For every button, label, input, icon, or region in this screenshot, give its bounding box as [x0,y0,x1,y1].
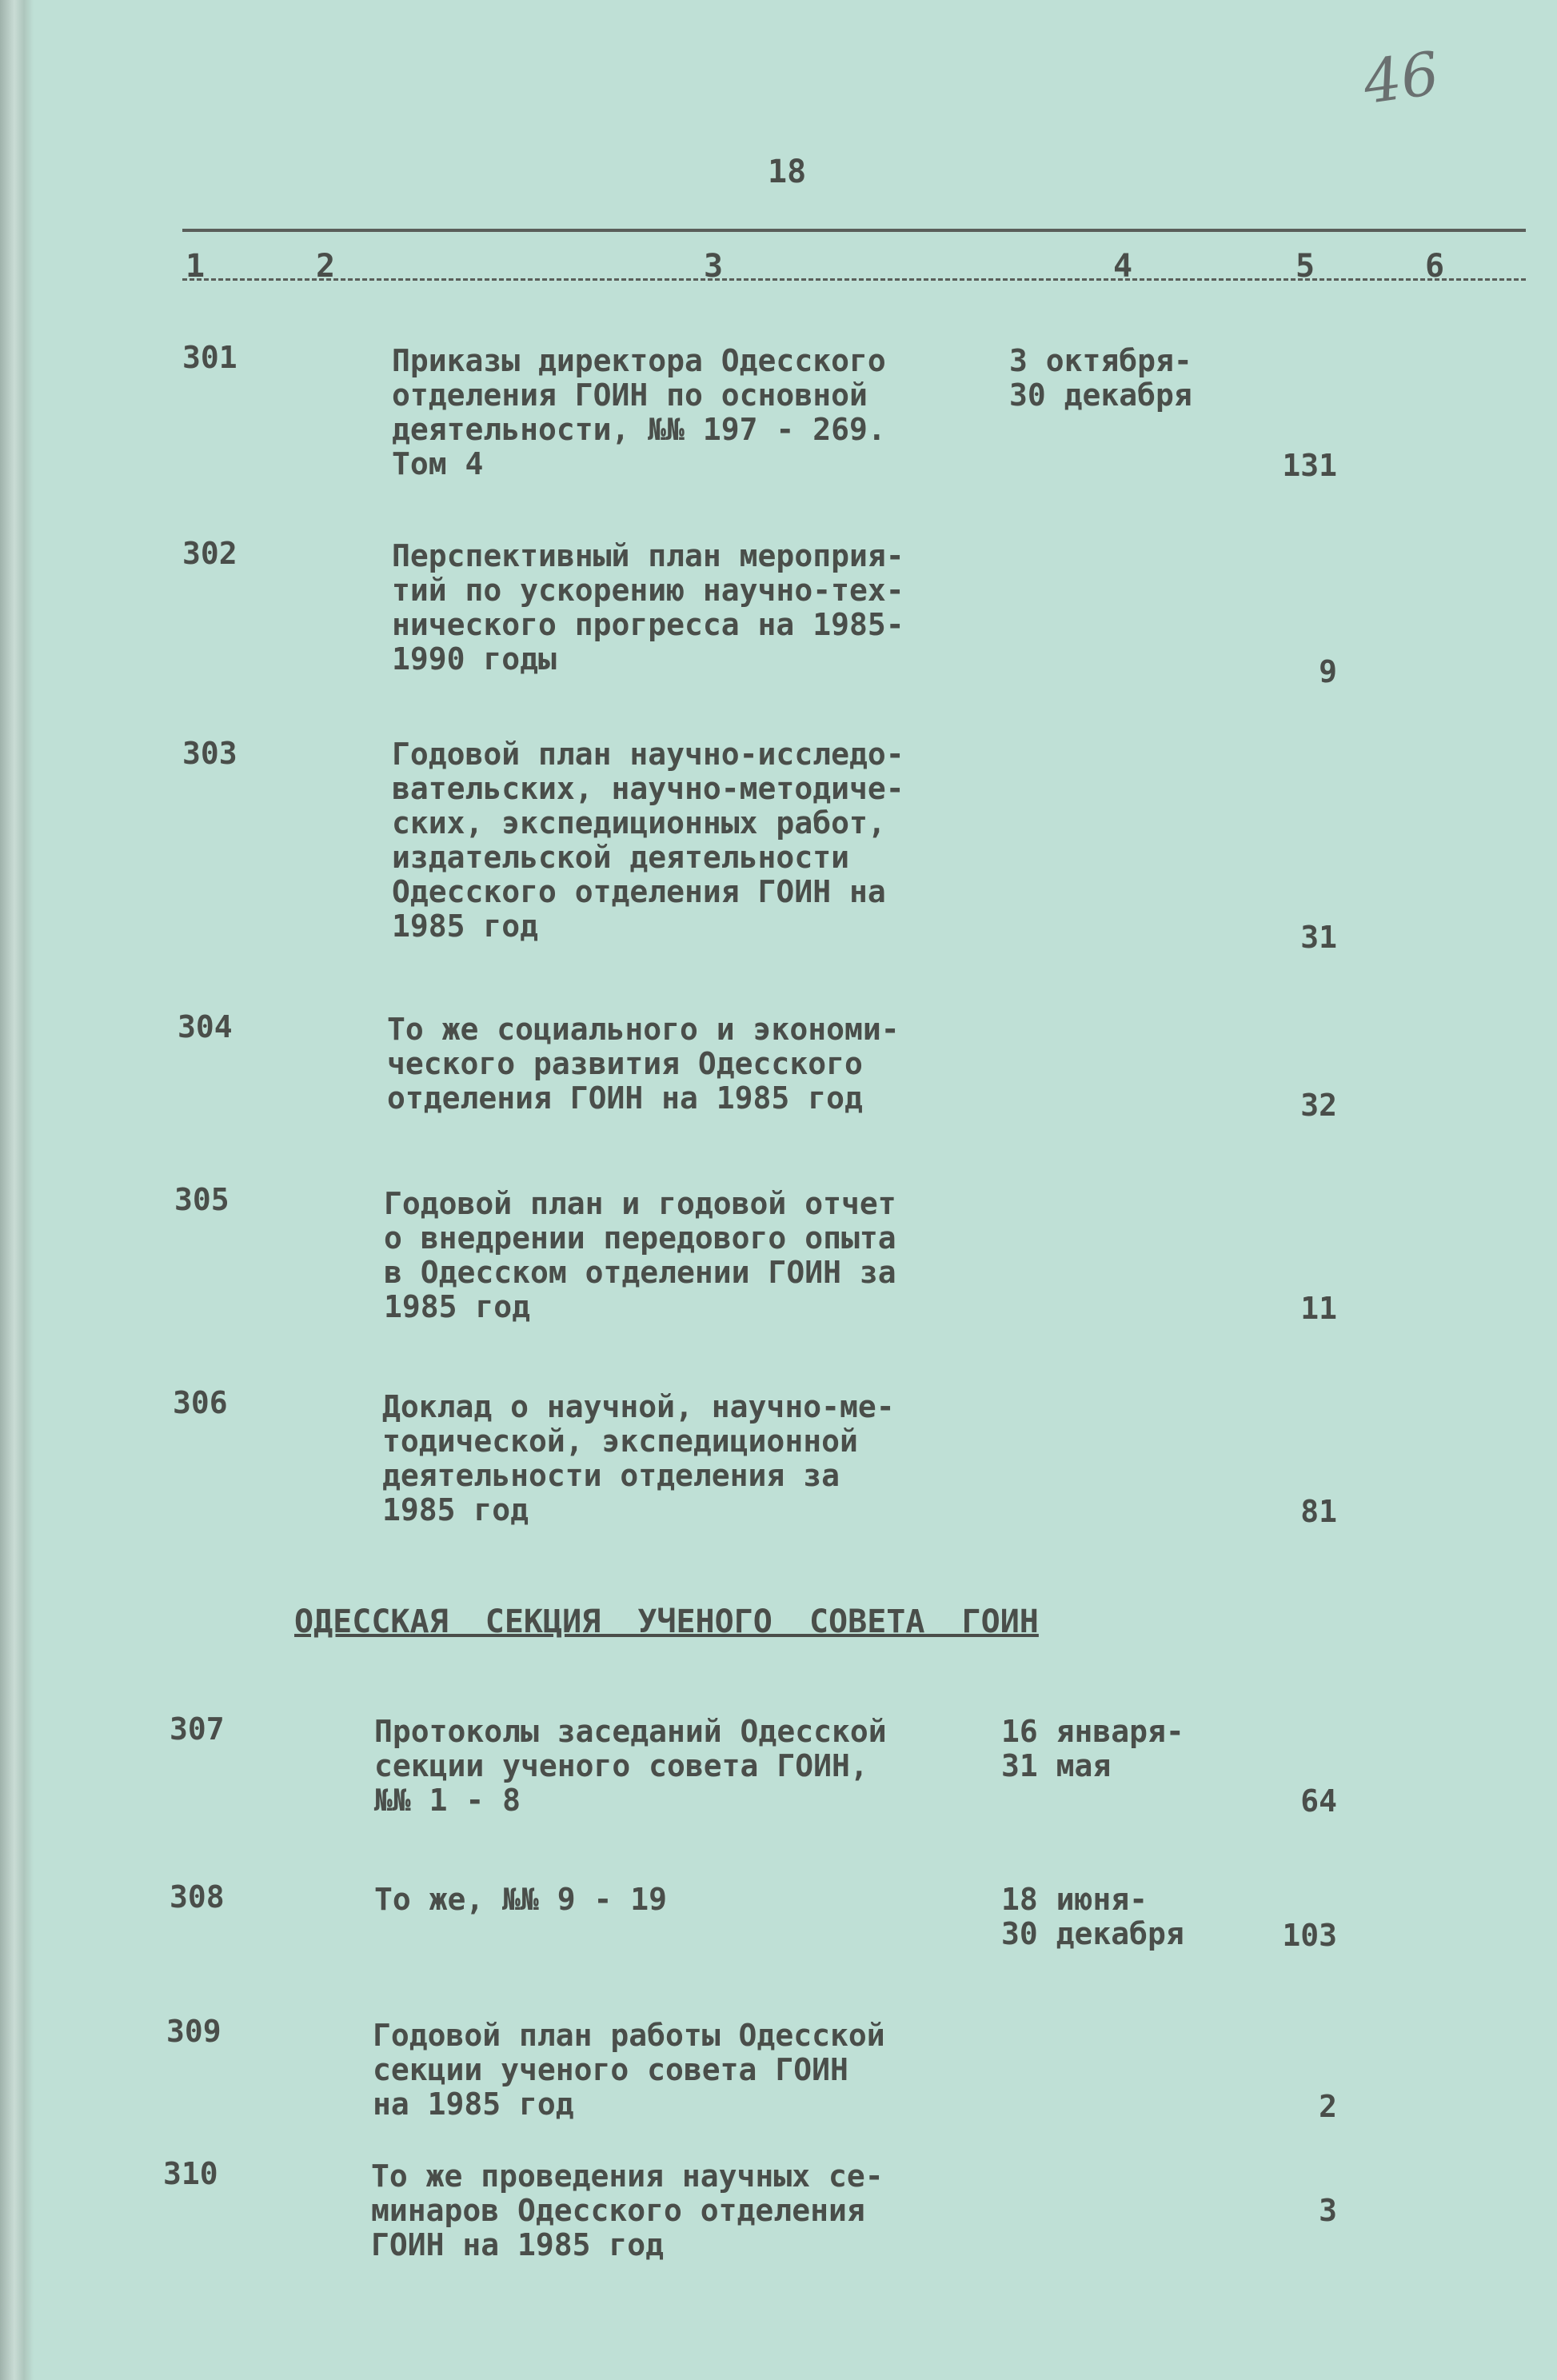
row-301-title: Приказы директора Одесского отделения ГОИН по основной деятельности, №№ 197 - 269. Том 4 [392,343,886,481]
row-306-sheets: 81 [1300,1494,1337,1529]
row-303-number: 303 [182,736,238,771]
column-header-6: 6 [1425,248,1450,285]
row-309-title: Годовой план работы Одесской секции ученого совета ГОИН на 1985 год [373,2018,885,2122]
row-304-sheets: 32 [1300,1088,1337,1123]
row-303-sheets: 31 [1300,920,1337,955]
column-header-2: 2 [316,248,341,285]
row-307-number: 307 [170,1711,225,1747]
row-305-title: Годовой план и годовой отчет о внедрении передового опыта в Одесском отделении ГОИН за 1985 год [384,1186,896,1324]
handwritten-folio-number: 46 [1359,38,1443,118]
row-304-number: 304 [178,1009,233,1044]
row-303-title: Годовой план научно-исследо- вательских, научно-методиче- ских, экспедиционных работ, издательской деятельности Одесского отделения ГОИН на 1985 год [392,737,904,944]
row-308-dates: 18 июня- 30 декабря [1001,1882,1184,1951]
row-307-title: Протоколы заседаний Одесской секции ученого совета ГОИН, №№ 1 - 8 [374,1714,887,1818]
row-304-title: То же социального и экономи- ческого развития Одесского отделения ГОИН на 1985 год [387,1012,900,1116]
row-310-title: То же проведения научных се- минаров Одесского отделения ГОИН на 1985 год [371,2158,884,2262]
section-heading: ОДЕССКАЯ СЕКЦИЯ УЧЕНОГО СОВЕТА ГОИН [294,1603,1039,1640]
row-308-title: То же, №№ 9 - 19 [374,1882,668,1917]
row-309-number: 309 [166,2014,222,2049]
column-header-3: 3 [704,248,729,285]
row-307-dates: 16 января- 31 мая [1001,1714,1184,1783]
column-header-1: 1 [186,248,210,285]
row-307-sheets: 64 [1300,1783,1337,1819]
row-305-sheets: 11 [1300,1291,1337,1326]
table-header-top-rule [182,229,1526,232]
row-309-sheets: 2 [1319,2089,1337,2124]
row-302-title: Перспективный план мероприя- тий по ускорению научно-тех- нического прогресса на 1985- 1990 годы [392,538,904,677]
row-310-number: 310 [163,2156,218,2191]
row-306-number: 306 [173,1385,228,1420]
table-header-bottom-rule [182,278,1526,281]
row-301-sheets: 131 [1282,448,1337,483]
row-305-number: 305 [174,1182,230,1217]
row-302-sheets: 9 [1319,654,1337,689]
row-301-number: 301 [182,340,238,375]
column-header-4: 4 [1113,248,1138,285]
row-301-dates: 3 октября- 30 декабря [1009,343,1192,413]
column-header-5: 5 [1296,248,1320,285]
page-number: 18 [768,154,807,190]
page-binding-edge [0,0,34,2380]
row-306-title: Доклад о научной, научно-ме- тодической, экспедиционной деятельности отделения за 1985 год [382,1389,895,1527]
row-310-sheets: 3 [1319,2193,1337,2228]
row-308-sheets: 103 [1282,1918,1337,1953]
row-308-number: 308 [170,1879,225,1915]
row-302-number: 302 [182,536,238,571]
